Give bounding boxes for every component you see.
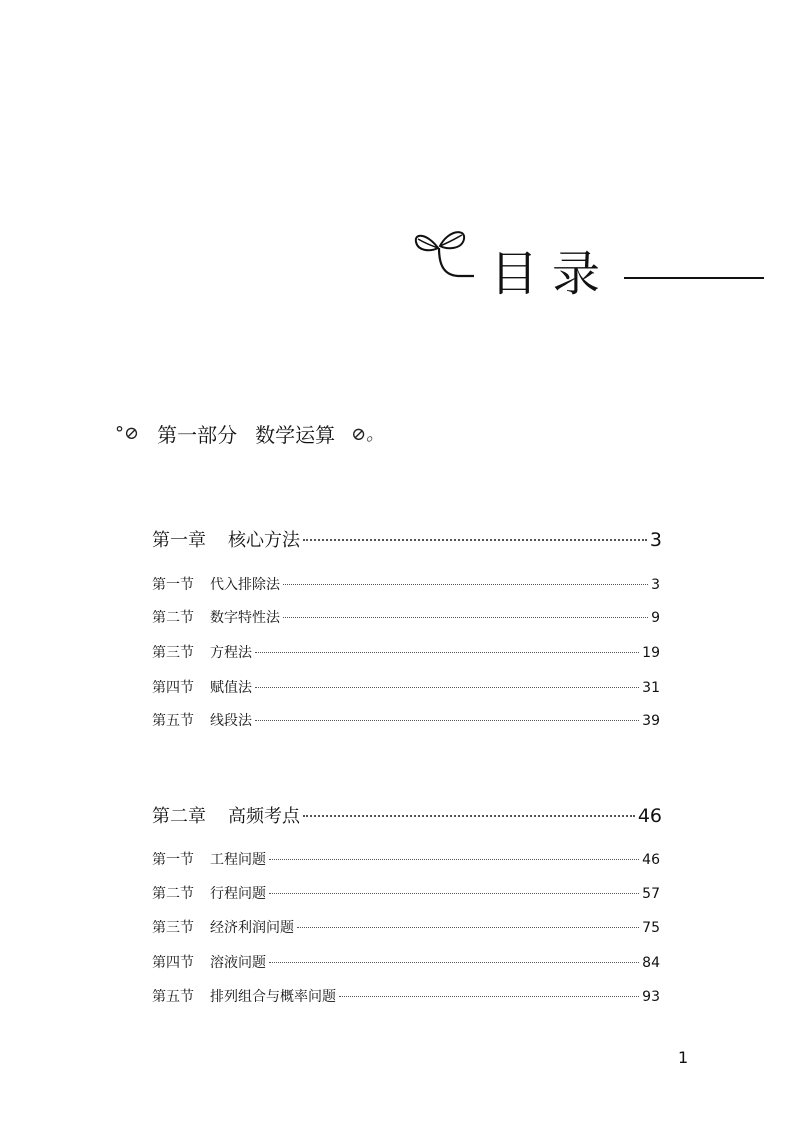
- section-page: 19: [642, 645, 660, 661]
- section-number: 第一节: [152, 577, 194, 593]
- dot-leader: [297, 927, 639, 928]
- section-number: 第四节: [152, 955, 194, 971]
- section-number: 第二节: [152, 886, 194, 902]
- section-number: 第二节: [152, 610, 194, 626]
- section-page: 3: [651, 577, 660, 593]
- part-name: 数学运算: [255, 422, 336, 447]
- title-rule: [624, 277, 764, 279]
- toc-title: 目录: [490, 246, 615, 302]
- part-heading: [115, 418, 384, 448]
- toc-section[interactable]: [152, 917, 660, 937]
- dot-leader: [269, 962, 639, 963]
- section-number: 第一节: [152, 852, 194, 868]
- chapter-name: 核心方法: [228, 530, 300, 551]
- toc-section[interactable]: [152, 574, 660, 594]
- toc-section[interactable]: [152, 642, 660, 662]
- section-page: 39: [642, 713, 660, 729]
- dot-leader: [255, 720, 639, 721]
- dot-leader: [269, 893, 639, 894]
- dot-leader: [339, 996, 639, 997]
- toc-title-block: [412, 220, 772, 320]
- toc-section[interactable]: [152, 883, 660, 903]
- section-name: 线段法: [210, 713, 252, 729]
- section-page: 46: [642, 852, 660, 868]
- dot-leader: [269, 859, 639, 860]
- section-number: 第三节: [152, 645, 194, 661]
- chapter-name: 高频考点: [228, 806, 300, 827]
- section-page: 75: [642, 920, 660, 936]
- toc-chapter[interactable]: [152, 802, 662, 828]
- section-name: 溶液问题: [210, 955, 266, 971]
- section-name: 数字特性法: [210, 610, 280, 626]
- toc-section[interactable]: [152, 849, 660, 869]
- chapter-page: 3: [649, 529, 662, 551]
- dot-leader: [303, 539, 647, 541]
- toc-section[interactable]: [152, 986, 660, 1006]
- section-number: 第三节: [152, 920, 194, 936]
- section-name: 工程问题: [210, 852, 266, 868]
- section-name: 方程法: [210, 645, 252, 661]
- ornament-right-icon: ⊘。: [351, 424, 385, 445]
- chapter-number: 第一章: [152, 530, 206, 551]
- section-name: 代入排除法: [210, 577, 280, 593]
- dot-leader: [303, 815, 635, 817]
- dot-leader: [283, 617, 648, 618]
- section-page: 93: [642, 989, 660, 1005]
- dot-leader: [283, 584, 648, 585]
- section-page: 57: [642, 886, 660, 902]
- section-name: 经济利润问题: [210, 920, 294, 936]
- page-number: 1: [678, 1048, 689, 1067]
- toc-chapter[interactable]: [152, 526, 662, 552]
- section-number: 第四节: [152, 680, 194, 696]
- dot-leader: [255, 687, 639, 688]
- section-page: 9: [651, 610, 660, 626]
- section-page: 31: [642, 680, 660, 696]
- toc-section[interactable]: [152, 607, 660, 627]
- section-number: 第五节: [152, 713, 194, 729]
- section-name: 赋值法: [210, 680, 252, 696]
- toc-section[interactable]: [152, 710, 660, 730]
- chapter-number: 第二章: [152, 806, 206, 827]
- section-number: 第五节: [152, 989, 194, 1005]
- section-name: 排列组合与概率问题: [210, 989, 336, 1005]
- section-page: 84: [642, 955, 660, 971]
- ornament-left-icon: °⊘: [115, 422, 140, 444]
- chapter-page: 46: [637, 805, 662, 827]
- dot-leader: [255, 652, 639, 653]
- toc-section[interactable]: [152, 677, 660, 697]
- sprout-icon: [412, 220, 492, 290]
- toc-section[interactable]: [152, 952, 660, 972]
- part-number: 第一部分: [157, 422, 238, 447]
- section-name: 行程问题: [210, 886, 266, 902]
